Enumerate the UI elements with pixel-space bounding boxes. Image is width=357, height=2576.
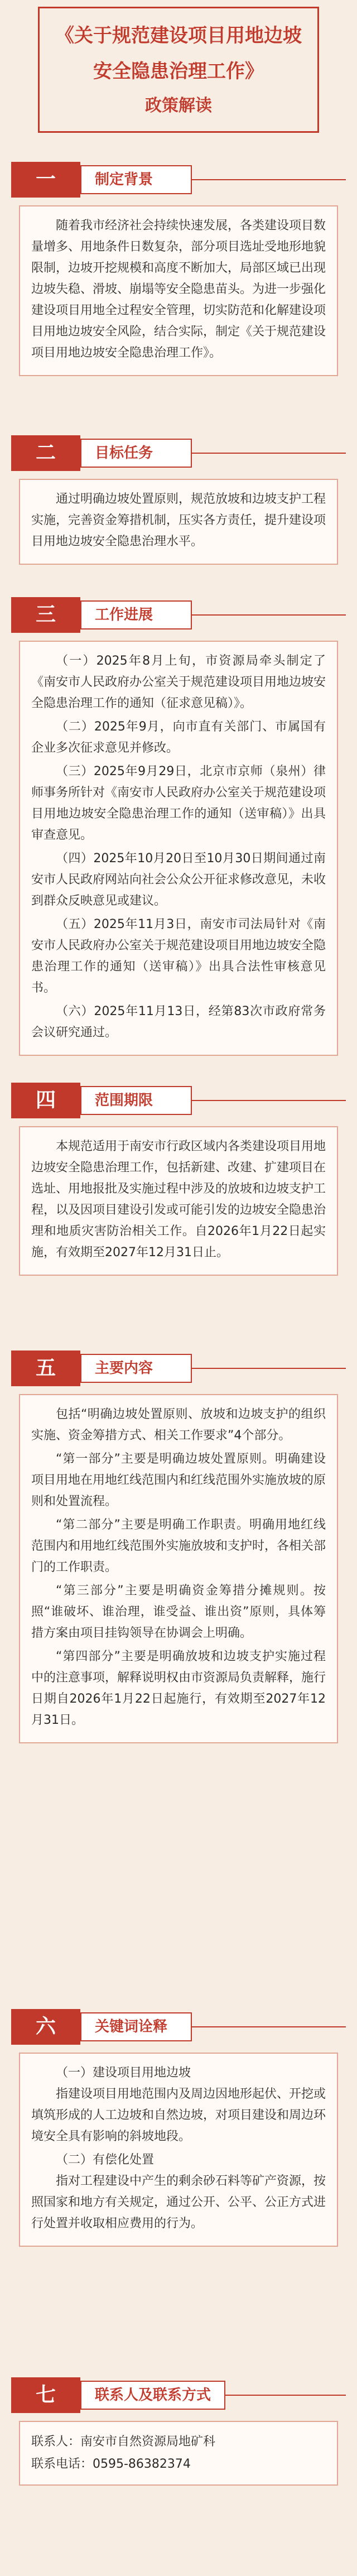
section-label: 联系人及联系方式: [80, 2381, 225, 2410]
section-content: [19, 1126, 338, 1276]
section-number: 二: [11, 435, 80, 471]
section-contact: [11, 2377, 346, 2486]
term-text: 指对工程建设中产生的剩余砂石料等矿产资源，按照国家和地方有关规定，通过公开、公平、公正方式进行处置并收取相应费用的行为。: [31, 2174, 326, 2231]
paragraph: “第二部分”主要是明确工作职责。明确用地红线范围内和用地红线范围外实施放坡和支护时，各相关部门的工作职责。: [31, 1518, 326, 1574]
paragraph: 通过明确边坡处置原则，规范放坡和边坡支护工程实施，完善资金筹措机制，压实各方责任，提升建设项目用地边坡安全隐患治理水平。: [31, 492, 326, 549]
section-number: 七: [11, 2377, 80, 2413]
title-line-1: 《关于规范建设项目用地边坡: [55, 25, 302, 47]
section-header: [11, 162, 346, 198]
section-label: 目标任务: [80, 439, 192, 468]
section-header: [11, 597, 346, 633]
section-content: [19, 641, 338, 1056]
divider: [192, 453, 346, 454]
paragraph: “第四部分”主要是明确放坡和边坡支护实施过程中的注意事项，解释说明权由市资源局负责解释，施行日期自2026年1月22日起施行，有效期至2027年12月31日。: [31, 1650, 326, 1727]
section-main-content: [11, 1351, 346, 1743]
paragraph: “第一部分”主要是明确边坡处置原则。明确建设项目用地在用地红线范围内和红线范围外实施放坡的原则和处置流程。: [31, 1452, 326, 1508]
divider: [192, 179, 346, 180]
divider: [225, 2395, 346, 2396]
paragraph: （六）2025年11月13日，经第83次市政府常务会议研究通过。: [31, 1005, 326, 1040]
section-label: 关键词诠释: [80, 2012, 192, 2041]
paragraph: （四）2025年10月20日至10月30日期间通过南安市人民政府网站向社会公众公开征求修改意见，未收到群众反映意见或建议。: [31, 852, 326, 908]
paragraph: 本规范适用于南安市行政区域内各类建设项目用地边坡安全隐患治理工作，包括新建、改建、扩建项目在选址、用地报批及实施过程中涉及的放坡和边坡支护工程，以及因项目建设引发或可能引发的边坡安全隐患治理和地质灾害防治相关工作。自2026年1月22日起实施，有效期至2027年12月31日止。: [31, 1140, 326, 1260]
section-label: 制定背景: [80, 165, 192, 194]
divider: [192, 1100, 346, 1101]
section-content: [19, 2421, 338, 2486]
divider: [192, 614, 346, 616]
paragraph: （三）2025年9月29日，北京市京师（泉州）律师事务所针对《南安市人民政府办公室关于规范建设项目用地边坡安全隐患治理工作的通知（送审稿）》出具审查意见。: [31, 765, 326, 842]
section-number: 一: [11, 162, 80, 198]
title-line-2: 安全隐患治理工作》: [93, 60, 264, 83]
contact-person: 联系人：南安市自然资源局地矿科: [31, 2435, 216, 2449]
section-scope: [11, 1083, 346, 1276]
section-header: [11, 435, 346, 471]
section-number: 三: [11, 597, 80, 633]
paragraph: （二）2025年9月，向市直有关部门、市属国有企业多次征求意见并修改。: [31, 720, 326, 755]
section-content: [19, 2053, 338, 2247]
section-header: [11, 1351, 346, 1386]
section-content: [19, 479, 338, 565]
title-block: [0, 0, 357, 140]
divider: [192, 2026, 346, 2027]
term-heading: （一）建设项目用地边坡: [56, 2066, 191, 2080]
section-header: [11, 2377, 346, 2413]
section-label: 范围期限: [80, 1086, 192, 1115]
section-progress: [11, 597, 346, 1056]
paragraph: “第三部分”主要是明确资金筹措分摊规则。按照“谁破坏、谁治理，谁受益、谁出资”原则，具体筹措方案由项目挂钩领导在协调会上明确。: [31, 1584, 326, 1640]
section-label: 主要内容: [80, 1354, 192, 1383]
paragraph: 随着我市经济社会持续快速发展，各类建设项目数量增多、用地条件日数复杂，部分项目选址受地形地貌限制，边坡开挖规模和高度不断加大，局部区域已出现边坡失稳、滑坡、崩塌等安全隐患苗头。为进一步强化建设项目用地全过程安全管理，切实防范和化解建设项目用地边坡安全风险，结合实际，制定《关于规范建设项目用地边坡安全隐患治理工作》。: [31, 219, 326, 360]
section-label: 工作进展: [80, 600, 192, 629]
section-background: [11, 162, 346, 376]
contact-phone: 联系电话：0595-86382374: [31, 2457, 191, 2471]
section-number: 六: [11, 2009, 80, 2045]
section-header: [11, 1083, 346, 1118]
paragraph: 包括“明确边坡处置原则、放坡和边坡支护的组织实施、资金筹措方式、相关工作要求”4个部分。: [31, 1407, 326, 1443]
term-text: 指建设项目用地范围内及周边因地形起伏、开挖或填筑形成的人工边坡和自然边坡，对项目建设和周边环境安全具有影响的斜坡地段。: [31, 2087, 326, 2144]
section-content: [19, 1394, 338, 1743]
section-header: [11, 2009, 346, 2045]
term-heading: （二）有偿化处置: [56, 2153, 155, 2167]
section-content: [19, 205, 338, 376]
section-goals: [11, 435, 346, 565]
section-number: 四: [11, 1083, 80, 1118]
section-keywords: [11, 2009, 346, 2247]
title-line-3: 政策解读: [145, 96, 212, 116]
divider: [192, 1368, 346, 1369]
paragraph: （一）2025年8月上旬，市资源局牵头制定了《南安市人民政府办公室关于规范建设项目用地边坡安全隐患治理工作的通知（征求意见稿）》。: [31, 654, 326, 710]
section-number: 五: [11, 1351, 80, 1386]
paragraph: （五）2025年11月3日，南安市司法局针对《南安市人民政府办公室关于规范建设项目用地边坡安全隐患治理工作的通知（送审稿）》出具合法性审核意见书。: [31, 917, 326, 995]
